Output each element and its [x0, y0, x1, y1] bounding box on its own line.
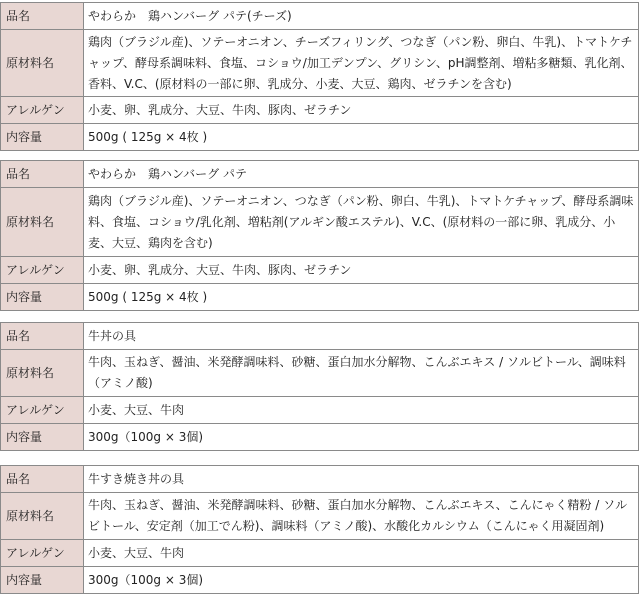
allergens-value: 小麦、卵、乳成分、大豆、牛肉、豚肉、ゼラチン	[84, 97, 639, 124]
ingredients-value: 鶏肉（ブラジル産)、ソテーオニオン、つなぎ（パン粉、卵白、牛乳)、トマトケチャップ、酵母系調味料、食塩、コショウ/乳化剤、増粘剤(アルギン酸エステル)、V.C、(原材料の一部に卵、乳成分、小麦、大豆、鶏肉を含む)	[84, 188, 639, 257]
ingredients-label: 原材料名	[1, 350, 84, 397]
table-row	[1, 30, 639, 97]
product-name: 牛すき焼き丼の具	[84, 466, 639, 493]
product-name: やわらか 鶏ハンバーグ パテ(チーズ)	[84, 3, 639, 30]
table-row	[1, 284, 639, 311]
table-row	[1, 466, 639, 493]
table-row	[1, 424, 639, 451]
allergens-label: アレルゲン	[1, 540, 84, 567]
name-label: 品名	[1, 323, 84, 350]
allergens-label: アレルゲン	[1, 97, 84, 124]
product-table	[0, 160, 639, 311]
contents-label: 内容量	[1, 424, 84, 451]
allergens-value: 小麦、卵、乳成分、大豆、牛肉、豚肉、ゼラチン	[84, 257, 639, 284]
table-row	[1, 350, 639, 397]
contents-value: 500g ( 125g × 4枚 )	[84, 124, 639, 151]
contents-label: 内容量	[1, 567, 84, 594]
table-row	[1, 540, 639, 567]
product-name: 牛丼の具	[84, 323, 639, 350]
table-row	[1, 567, 639, 594]
name-label: 品名	[1, 3, 84, 30]
product-table	[0, 322, 639, 451]
table-row	[1, 493, 639, 540]
table-row	[1, 97, 639, 124]
contents-label: 内容量	[1, 124, 84, 151]
ingredients-value: 牛肉、玉ねぎ、醤油、米発酵調味料、砂糖、蛋白加水分解物、こんぶエキス / ソルビトール、調味料（アミノ酸)	[84, 350, 639, 397]
table-row	[1, 257, 639, 284]
contents-value: 300g（100g × 3個)	[84, 567, 639, 594]
ingredients-label: 原材料名	[1, 493, 84, 540]
table-row	[1, 188, 639, 257]
name-label: 品名	[1, 161, 84, 188]
allergens-label: アレルゲン	[1, 257, 84, 284]
allergens-label: アレルゲン	[1, 397, 84, 424]
contents-value: 500g ( 125g × 4枚 )	[84, 284, 639, 311]
table-row	[1, 397, 639, 424]
ingredients-value: 牛肉、玉ねぎ、醤油、米発酵調味料、砂糖、蛋白加水分解物、こんぶエキス、こんにゃく精粉 / ソルビトール、安定剤（加工でん粉)、調味料（アミノ酸)、水酸化カルシウム（こんにゃく用凝固剤)	[84, 493, 639, 540]
product-name: やわらか 鶏ハンバーグ パテ	[84, 161, 639, 188]
allergens-value: 小麦、大豆、牛肉	[84, 397, 639, 424]
table-row	[1, 323, 639, 350]
allergens-value: 小麦、大豆、牛肉	[84, 540, 639, 567]
product-table	[0, 2, 639, 151]
ingredients-label: 原材料名	[1, 30, 84, 97]
contents-value: 300g（100g × 3個)	[84, 424, 639, 451]
table-row	[1, 161, 639, 188]
product-table	[0, 465, 639, 594]
table-row	[1, 3, 639, 30]
table-row	[1, 124, 639, 151]
contents-label: 内容量	[1, 284, 84, 311]
ingredients-label: 原材料名	[1, 188, 84, 257]
ingredients-value: 鶏肉（ブラジル産)、ソテーオニオン、チーズフィリング、つなぎ（パン粉、卵白、牛乳)、トマトケチャップ、酵母系調味料、食塩、コショウ/加工デンプン、グリシン、pH調整剤、増粘多糖類、乳化剤、香料、V.C、(原材料の一部に卵、乳成分、小麦、大豆、鶏肉、ゼラチンを含む)	[84, 30, 639, 97]
name-label: 品名	[1, 466, 84, 493]
